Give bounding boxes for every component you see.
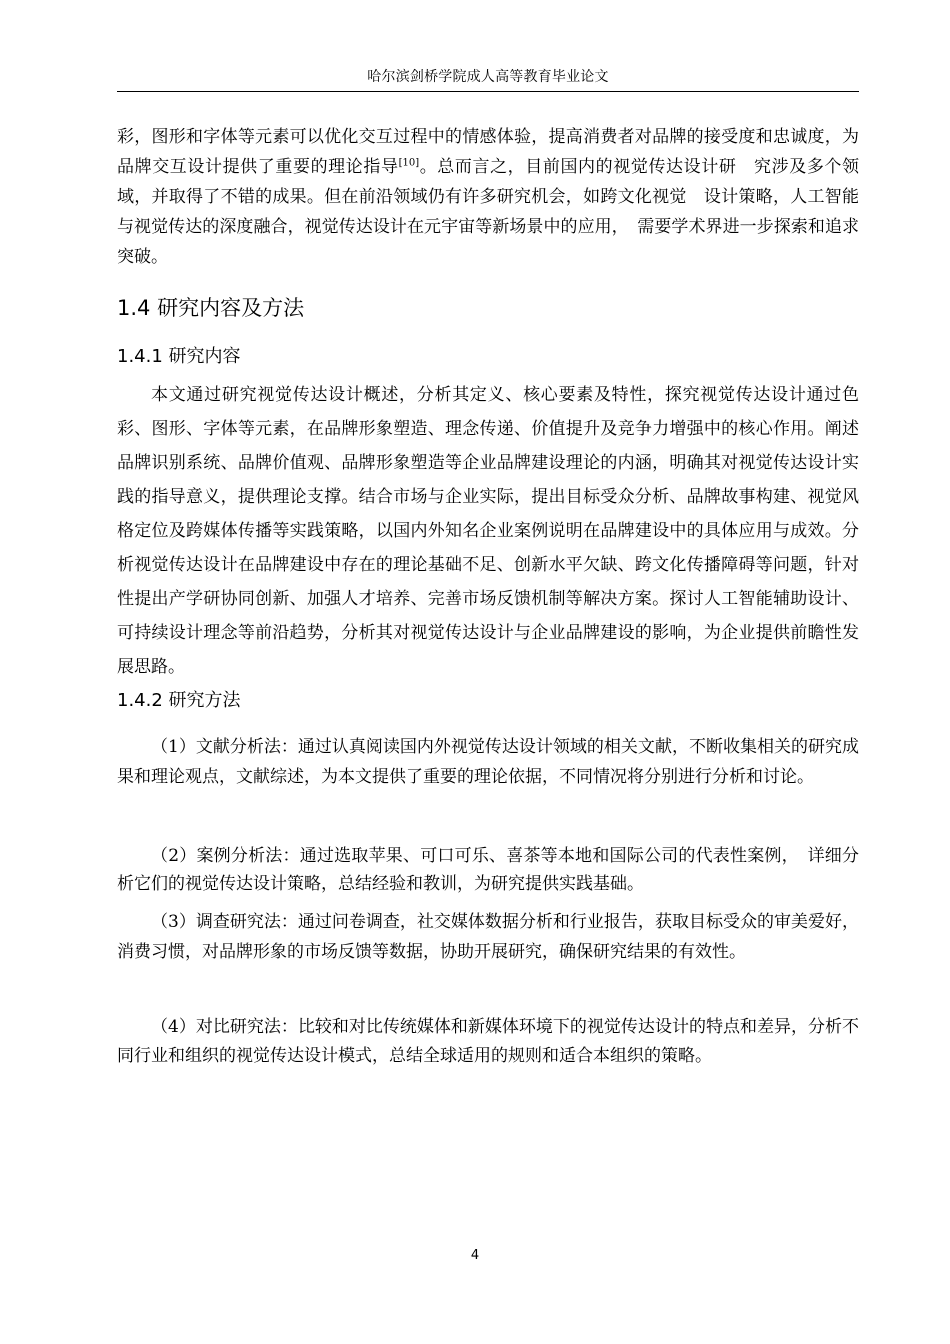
method-item-survey: （3）调查研究法：通过问卷调查，社交媒体数据分析和行业报告，获取目标受众的审美爱好，消费习惯，对品牌形象的市场反馈等数据，协助开展研究，确保研究结果的有效性。 [117, 912, 859, 962]
section-heading-1-4-2: 1.4.2 研究方法 [117, 690, 241, 711]
running-header: 哈尔滨剑桥学院成人高等教育毕业论文 [367, 69, 609, 85]
continuation-text-1: 彩，图形和字体等元素可以优化交互过程中的情感体验，提高消费者对品牌的接受度和忠诚度，为品牌交互设计提供了重要的理论指导 [117, 127, 859, 177]
method-item-literature: （1）文献分析法：通过认真阅读国内外视觉传达设计领域的相关文献，不断收集相关的研究成果和理论观点，文献综述，为本文提供了重要的理论依据，不同情况将分别进行分析和讨论。 [117, 737, 859, 787]
continuation-paragraph [117, 122, 859, 272]
method-item-case-study: （2）案例分析法：通过选取苹果、可口可乐、喜茶等本地和国际公司的代表性案例， 详细分析它们的视觉传达设计策略，总结经验和教训，为研究提供实践基础。 [117, 846, 859, 894]
section-heading-1-4-1: 1.4.1 研究内容 [117, 346, 241, 367]
citation-reference: [10] [398, 157, 420, 169]
method-item-comparative: （4）对比研究法：比较和对比传统媒体和新媒体环境下的视觉传达设计的特点和差异，分析不同行业和组织的视觉传达设计模式，总结全球适用的规则和适合本组织的策略。 [117, 1017, 859, 1066]
continuation-text-2: 。总而言之，目前国内的视觉传达设计研 究涉及多个领域，并取得了不错的成果。但在前沿领域仍有许多研究机会，如跨文化视觉 设计策略，人工智能与视觉传达的深度融合，视觉传达设计在元宇宙等新场景中的应用， 需要学术界进一步探索和追求突破。 [117, 157, 860, 267]
section-heading-1-4: 1.4 研究内容及方法 [117, 296, 305, 320]
header-divider [117, 91, 859, 92]
research-content-paragraph: 本文通过研究视觉传达设计概述，分析其定义、核心要素及特性，探究视觉传达设计通过色彩、图形、字体等元素，在品牌形象塑造、理念传递、价值提升及竞争力增强中的核心作用。阐述品牌识别系统、品牌价值观、品牌形象塑造等企业品牌建设理论的内涵，明确其对视觉传达设计实践的指导意义，提供理论支撑。结合市场与企业实际，提出目标受众分析、品牌故事构建、视觉风格定位及跨媒体传播等实践策略，以国内外知名企业案例说明在品牌建设中的具体应用与成效。分析视觉传达设计在品牌建设中存在的理论基础不足、创新水平欠缺、跨文化传播障碍等问题，针对性提出产学研协同创新、加强人才培养、完善市场反馈机制等解决方案。探讨人工智能辅助设计、可持续设计理念等前沿趋势，分析其对视觉传达设计与企业品牌建设的影响，为企业提供前瞻性发展思路。 [117, 385, 859, 677]
page-number: 4 [470, 1248, 480, 1263]
